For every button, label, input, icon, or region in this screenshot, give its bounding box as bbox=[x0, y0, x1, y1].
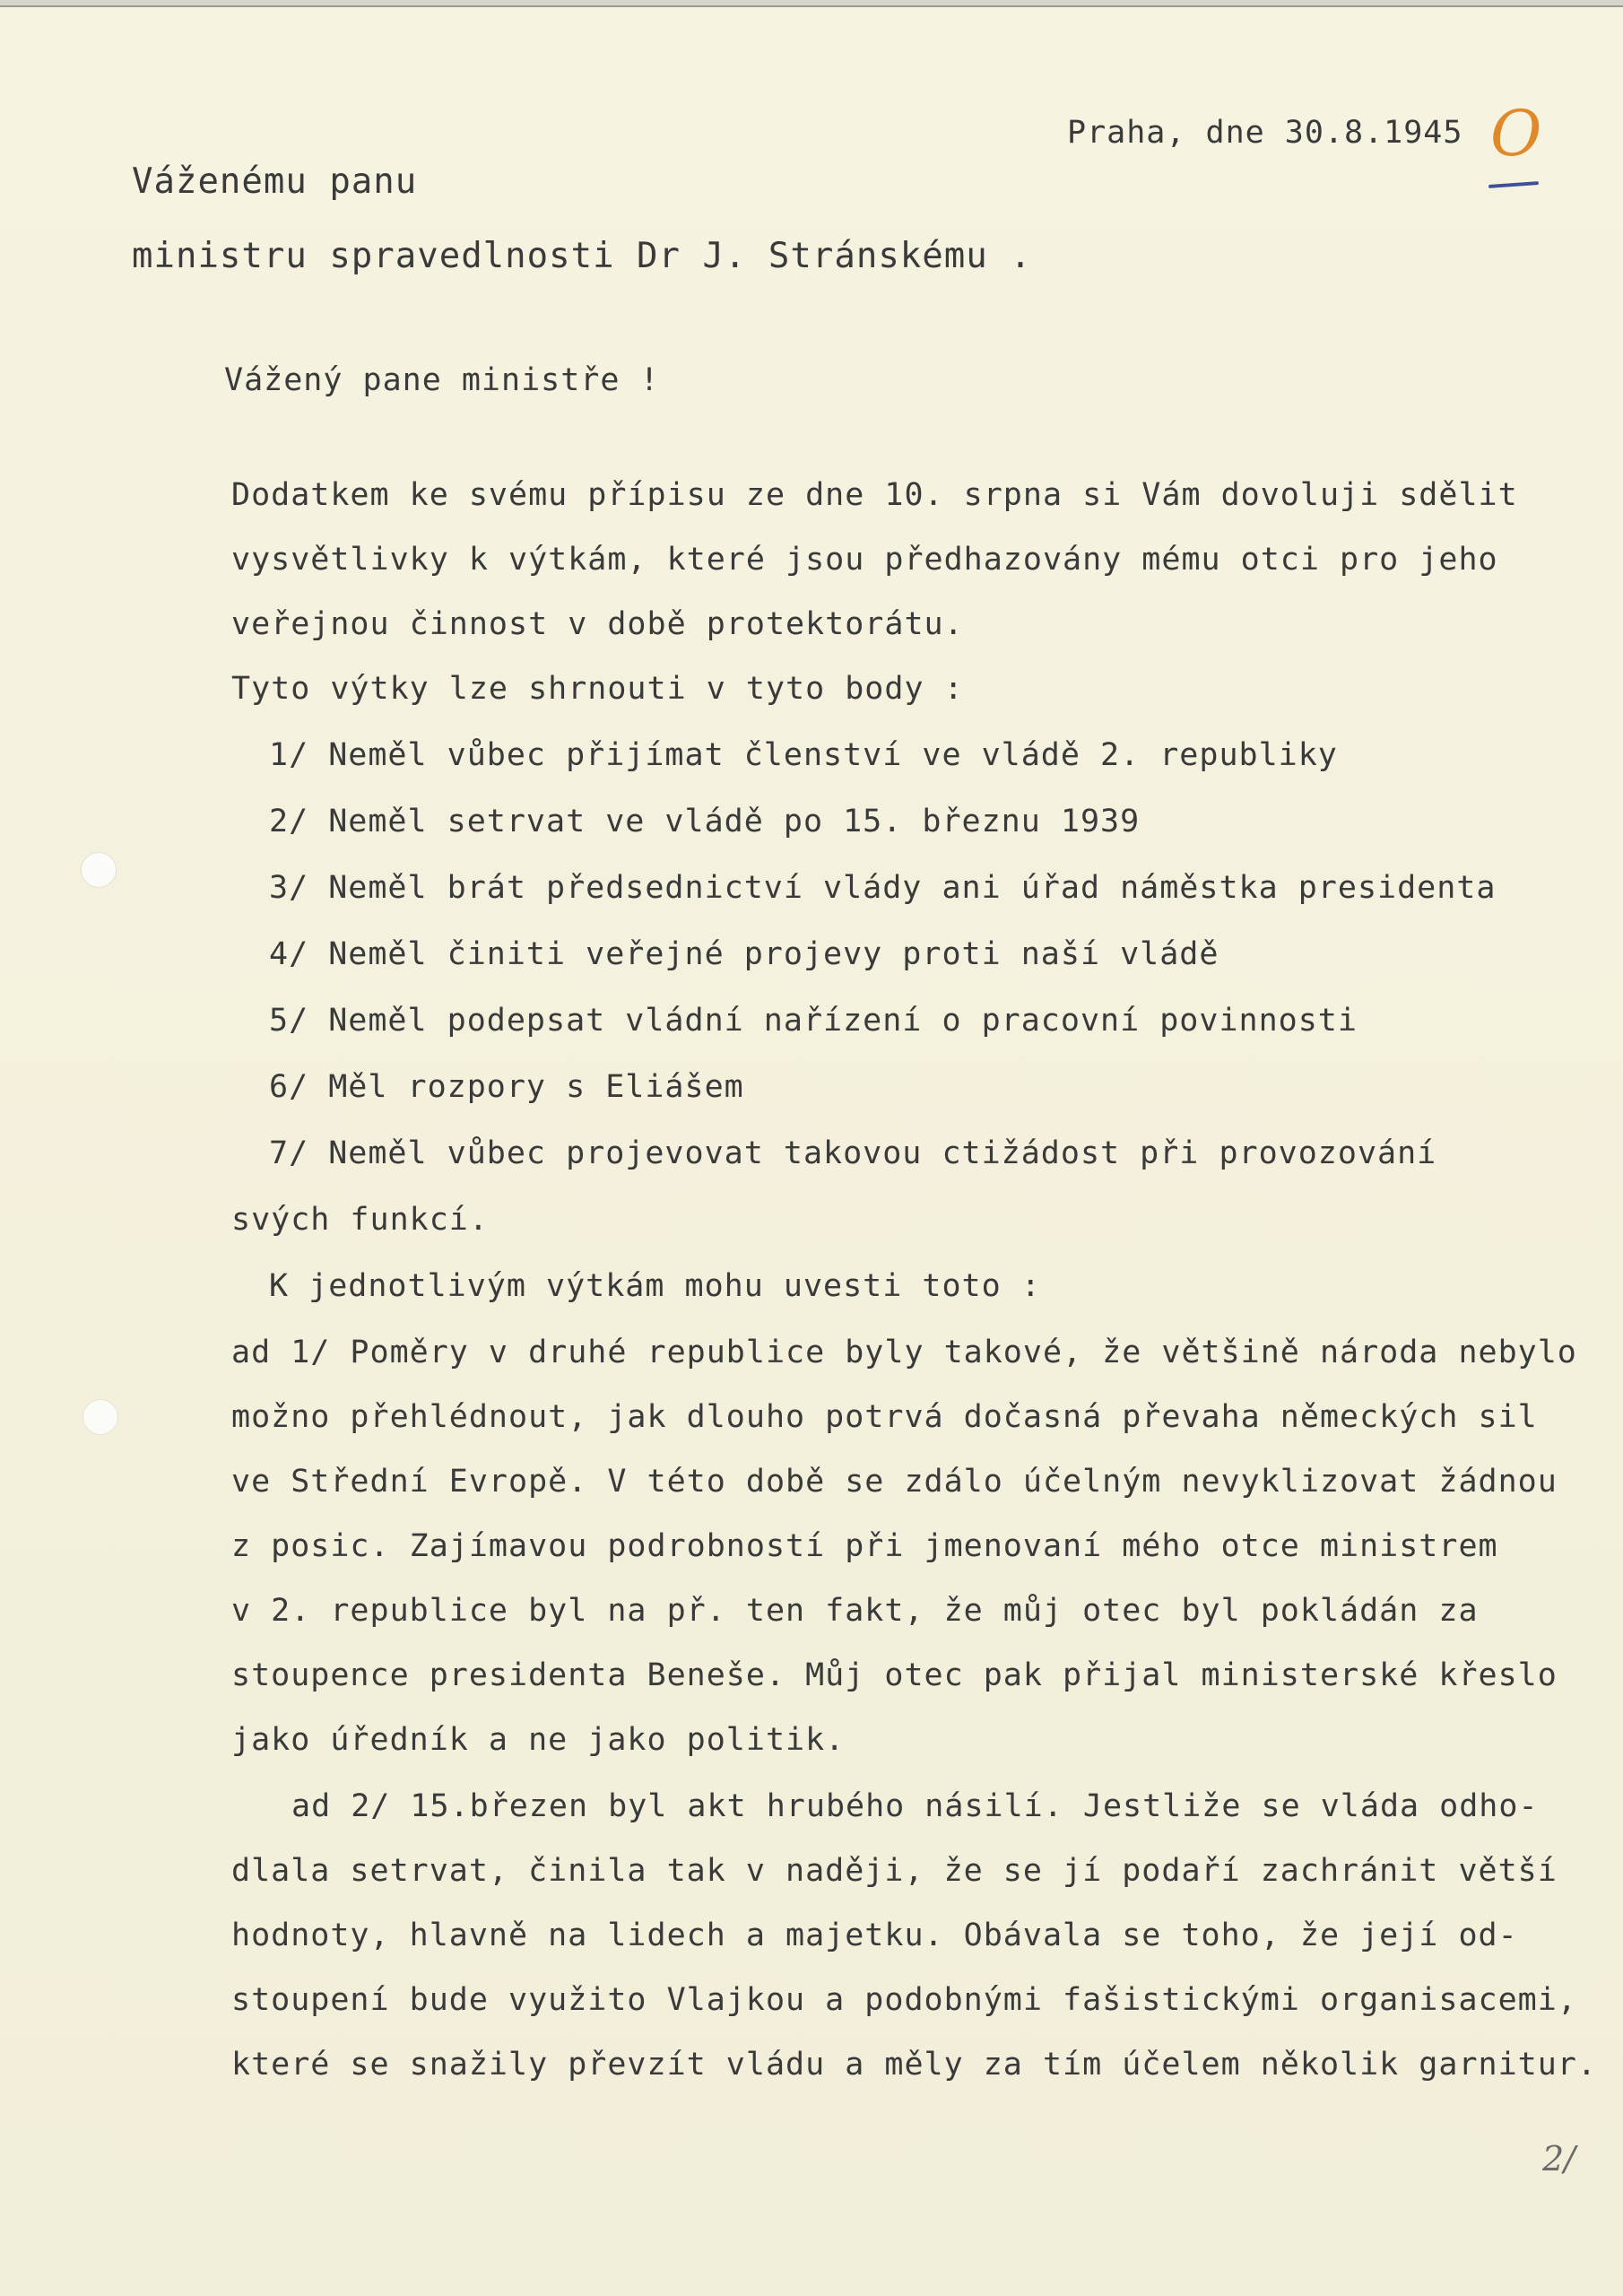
ad1-line: v 2. republice byl na př. ten fakt, že můj otec byl pokládán za bbox=[231, 1593, 1479, 1629]
ad2-line: stoupení bude využito Vlajkou a podobnými fašistickými organisacemi, bbox=[231, 1982, 1577, 2018]
point-item-continuation: svých funkcí. bbox=[231, 1202, 489, 1238]
intro-line: Dodatkem ke svému přípisu ze dne 10. srpna si Vám dovoluji sdělit bbox=[231, 477, 1518, 513]
point-item: 5/ Neměl podepsat vládní nařízení o pracovní povinnosti bbox=[269, 1003, 1358, 1039]
ad1-line: jako úředník a ne jako politik. bbox=[231, 1722, 846, 1758]
intro-line: veřejnou činnost v době protektorátu. bbox=[231, 606, 964, 642]
page-number: 2/ bbox=[1542, 2139, 1575, 2179]
point-item: 4/ Neměl činiti veřejné projevy proti naší vládě bbox=[269, 936, 1219, 972]
point-item: 7/ Neměl vůbec projevovat takovou ctižádost při provozování bbox=[269, 1135, 1437, 1171]
addressee-line-2: ministru spravedlnosti Dr J. Stránskému . bbox=[132, 236, 1032, 276]
punch-hole bbox=[82, 1399, 118, 1435]
addressee-line-1: Váženému panu bbox=[132, 161, 418, 202]
summary-line: Tyto výtky lze shrnouti v tyto body : bbox=[231, 671, 964, 707]
intro-line: vysvětlivky k výtkám, které jsou předhazovány mému otci pro jeho bbox=[231, 542, 1498, 578]
letter-date: Praha, dne 30.8.1945 bbox=[1067, 115, 1463, 151]
salutation: Vážený pane ministře ! bbox=[224, 362, 660, 398]
ad1-line: z posic. Zajímavou podrobností při jmenovaní mého otce ministrem bbox=[231, 1528, 1498, 1564]
ad1-line: ve Střední Evropě. V této době se zdálo účelným nevyklizovat žádnou bbox=[231, 1464, 1558, 1500]
ad2-line: které se snažily převzít vládu a měly za tím účelem několik garnitur. bbox=[231, 2047, 1597, 2083]
reply-intro: K jednotlivým výtkám mohu uvesti toto : bbox=[269, 1268, 1041, 1304]
point-item: 6/ Měl rozpory s Eliášem bbox=[269, 1069, 744, 1105]
ad1-line: možno přehlédnout, jak dlouho potrvá dočasná převaha německých sil bbox=[231, 1399, 1538, 1435]
point-item: 2/ Neměl setrvat ve vládě po 15. březnu 1939 bbox=[269, 804, 1141, 839]
top-edge bbox=[0, 0, 1623, 7]
ad2-line: dlala setrvat, činila tak v naději, že se jí podaří zachránit větší bbox=[231, 1853, 1558, 1889]
point-item: 1/ Neměl vůbec přijímat členství ve vládě 2. republiky bbox=[269, 737, 1338, 773]
handwritten-mark: O bbox=[1490, 97, 1542, 170]
ad1-line: stoupence presidenta Beneše. Můj otec pak přijal ministerské křeslo bbox=[231, 1657, 1558, 1693]
ad2-line: hodnoty, hlavně na lidech a majetku. Obávala se toho, že její od- bbox=[231, 1918, 1518, 1953]
ad1-line: ad 1/ Poměry v druhé republice byly takové, že většině národa nebylo bbox=[231, 1335, 1577, 1370]
punch-hole bbox=[81, 852, 117, 888]
handwritten-underline bbox=[1488, 181, 1539, 188]
ad2-line: ad 2/ 15.březen byl akt hrubého násilí. Jestliže se vláda odho- bbox=[291, 1788, 1539, 1824]
point-item: 3/ Neměl brát předsednictví vlády ani úřad náměstka presidenta bbox=[269, 870, 1497, 906]
